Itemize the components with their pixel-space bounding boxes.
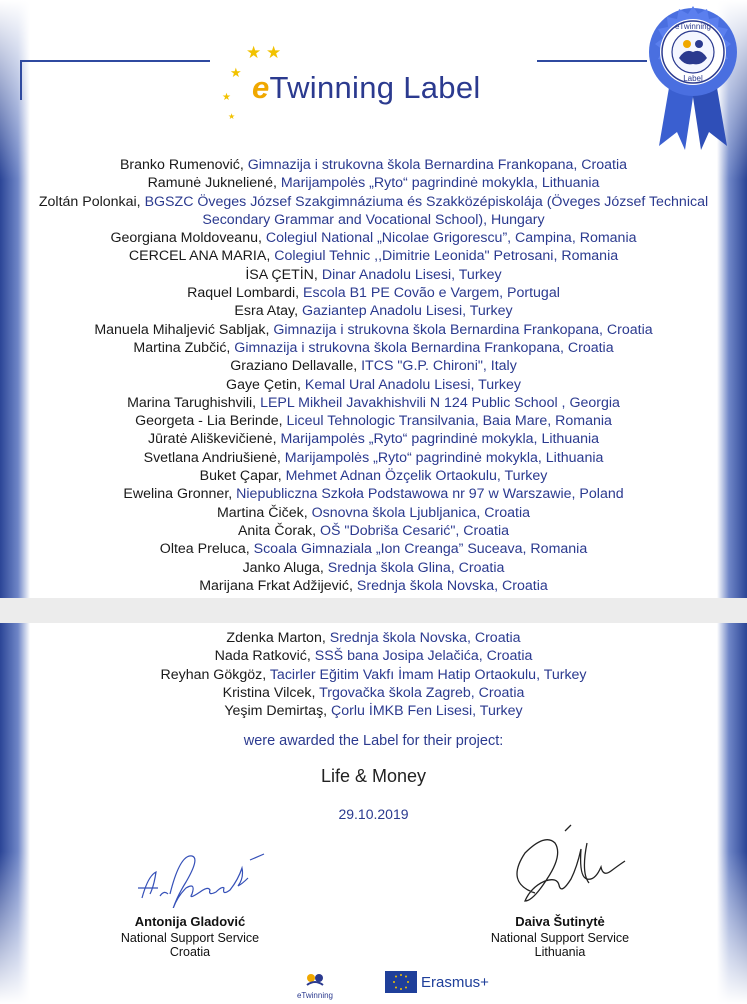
signature-right-graphic (495, 823, 645, 913)
footer-logos (0, 971, 747, 1001)
participant-name: Marijana Frkat Adžijević, (199, 577, 357, 594)
signature-left (60, 915, 320, 960)
page-gap (0, 598, 747, 623)
participant-row (0, 266, 747, 284)
participant-name: Kristina Vilcek, (222, 684, 320, 701)
star-icon: ★ (222, 92, 231, 103)
participant-school: Kemal Ural Anadolu Lisesi, Turkey (304, 376, 521, 393)
participant-name: Oltea Preluca, (159, 541, 254, 558)
participant-row (0, 504, 747, 522)
participant-row (0, 174, 747, 192)
participant-row (0, 684, 747, 702)
participant-school: Liceul Tehnologic Transilvania, Baia Mare, Romania (286, 413, 612, 430)
participant-school: Scoala Gimnaziala „Ion Creanga” Suceava, Romania (253, 541, 588, 558)
participant-name: Nada Ratković, (214, 648, 315, 665)
participant-row (0, 394, 747, 412)
signature-right (430, 915, 690, 960)
participant-row (0, 339, 747, 357)
signer-role-right: National Support Service (490, 930, 630, 945)
participant-school: Marijampolės „Ryto“ pagrindinė mokykla, Lithuania (284, 449, 604, 466)
signature-left-graphic (130, 848, 280, 908)
star-icon: ★ (230, 65, 242, 80)
certificate-page-2 (0, 623, 747, 1004)
participant-row (0, 577, 747, 595)
participant-school: BGSZC Öveges József Szakgimnáziuma és Szakközépiskolája (Öveges József Technical Secondary Grammar and Vocational School), Hungary (144, 193, 709, 228)
participant-school: Mehmet Adnan Özçelik Ortaokulu, Turkey (285, 468, 548, 485)
badge-bottom-text: Label (683, 74, 703, 83)
eu-flag-icon (385, 971, 417, 993)
participant-name: Branko Rumenović, (119, 157, 248, 173)
star-icon: ★ (266, 43, 282, 62)
participant-name: Anita Čorak, (237, 522, 320, 539)
participant-name: Graziano Dellavalle, (230, 358, 362, 375)
awarded-statement: were awarded the Label for their project: (243, 733, 504, 749)
etwinning-label-title (252, 70, 481, 106)
participant-row (0, 629, 747, 647)
participant-name: Zoltán Polonkai, (38, 193, 145, 210)
participant-row (0, 321, 747, 339)
participant-row (0, 449, 747, 467)
participant-name: Gaye Çetin, (226, 376, 305, 393)
participant-name: Ramunė Jukneliené, (147, 175, 281, 192)
participant-name: Reyhan Gökgöz, (160, 666, 270, 683)
participant-row (0, 666, 747, 684)
participant-school: Srednja škola Novska, Croatia (356, 577, 548, 594)
participant-school: Dinar Anadolu Lisesi, Turkey (321, 266, 502, 283)
participant-row (0, 302, 747, 320)
project-title: Life & Money (320, 766, 427, 786)
participant-row (0, 156, 747, 174)
award-date: 29.10.2019 (338, 806, 409, 822)
participant-school: Gaziantep Anadolu Lisesi, Turkey (301, 303, 513, 320)
participant-row (0, 467, 747, 485)
participant-school: ITCS "G.P. Chironi", Italy (361, 358, 517, 375)
participant-school: SSŠ bana Josipa Jelačića, Croatia (314, 648, 533, 665)
etwinning-logo (290, 971, 340, 1000)
participant-school: Gimnazija i strukovna škola Bernardina Frankopana, Croatia (247, 157, 628, 173)
participant-row (0, 540, 747, 558)
signer-country-right: Lithuania (534, 945, 586, 959)
signer-name-left: Antonija Gladović (134, 914, 246, 929)
star-icon: ★ (246, 43, 262, 62)
participant-name: Ewelina Gronner, (123, 486, 237, 503)
participant-row (0, 357, 747, 375)
participant-list (0, 156, 747, 595)
participant-row (0, 559, 747, 577)
participant-name: Georgeta - Lia Berinde, (135, 413, 287, 430)
participant-school: Gimnazija i strukovna škola Bernardina Frankopana, Croatia (234, 339, 614, 356)
participant-row (0, 485, 747, 503)
participant-row (0, 229, 747, 247)
frame-line-top-right (537, 60, 647, 62)
participant-school: Colegiul National „Nicolae Grigorescu”, Campina, Romania (265, 230, 637, 247)
participant-name: Jūratė Ališkevičienė, (147, 431, 281, 448)
participant-school: OŠ "Dobriša Cesarić", Croatia (319, 522, 510, 539)
participant-school: Srednja škola Novska, Croatia (329, 630, 521, 646)
participant-school: Osnovna škola Ljubljanica, Croatia (311, 504, 531, 521)
title-rest: Twinning Label (269, 70, 481, 105)
signer-country-left: Croatia (169, 945, 211, 959)
participant-name: Svetlana Andriušienė, (143, 449, 285, 466)
participant-name: İSA ÇETİN, (245, 266, 322, 283)
participant-school: Marijampolės „Ryto“ pagrindinė mokykla, Lithuania (280, 175, 600, 192)
participant-list-continued (0, 629, 747, 720)
etwinning-label-badge-icon (645, 4, 741, 154)
participant-name: Georgiana Moldoveanu, (110, 230, 266, 247)
etwinning-logo-text: eTwinning (296, 991, 334, 1000)
participant-school: Colegiul Tehnic ,,Dimitrie Leonida" Petrosani, Romania (274, 248, 619, 265)
participant-school: Trgovačka škola Zagreb, Croatia (319, 684, 525, 701)
participant-school: Srednja škola Glina, Croatia (327, 559, 505, 576)
participant-row (0, 284, 747, 302)
participant-row (0, 522, 747, 540)
etwinning-logo-icon (304, 971, 326, 989)
participant-school: LEPL Mikheil Javakhishvili N 124 Public School , Georgia (260, 394, 620, 411)
star-icon: ★ (228, 112, 236, 121)
participant-name: CERCEL ANA MARIA, (128, 248, 275, 265)
frame-line-left-vertical (20, 60, 22, 100)
participant-row (0, 430, 747, 448)
participant-name: Raquel Lombardi, (187, 285, 304, 302)
participant-name: Yeşim Demirtaş, (224, 703, 332, 720)
participant-row (0, 193, 747, 230)
participant-school: Tacirler Eğitim Vakfı İmam Hatip Ortaokulu, Turkey (269, 666, 587, 683)
participant-name: Manuela Mihaljević Sabljak, (94, 321, 274, 338)
participant-row (0, 702, 747, 720)
participant-row (0, 412, 747, 430)
participant-school: Niepubliczna Szkoła Podstawowa nr 97 w Warszawie, Poland (236, 486, 624, 503)
participant-school: Marijampolės „Ryto“ pagrindinė mokykla, Lithuania (280, 431, 600, 448)
participant-name: Marina Tarughishvili, (127, 394, 261, 411)
signer-role-left: National Support Service (120, 930, 260, 945)
frame-line-top-left (20, 60, 210, 62)
participant-name: Janko Aluga, (242, 559, 328, 576)
participant-name: Zdenka Marton, (226, 630, 330, 646)
participant-row (0, 647, 747, 665)
participant-name: Esra Atay, (234, 303, 302, 320)
participant-name: Buket Çapar, (199, 468, 286, 485)
participant-name: Martina Zubčić, (133, 339, 235, 356)
participant-row (0, 376, 747, 394)
participant-row (0, 247, 747, 265)
signer-name-right: Daiva Šutinytė (515, 914, 605, 929)
participant-school: Gimnazija i strukovna škola Bernardina Frankopana, Croatia (273, 321, 653, 338)
participant-name: Martina Čiček, (216, 504, 312, 521)
participant-school: Escola B1 PE Covão e Vargem, Portugal (303, 285, 560, 302)
erasmus-plus-text: Erasmus+ (421, 973, 489, 991)
participant-school: Çorlu İMKB Fen Lisesi, Turkey (331, 703, 523, 720)
title-e-letter: e (252, 70, 270, 105)
badge-top-text: eTwinning (674, 22, 712, 31)
erasmus-plus-logo (385, 971, 489, 993)
